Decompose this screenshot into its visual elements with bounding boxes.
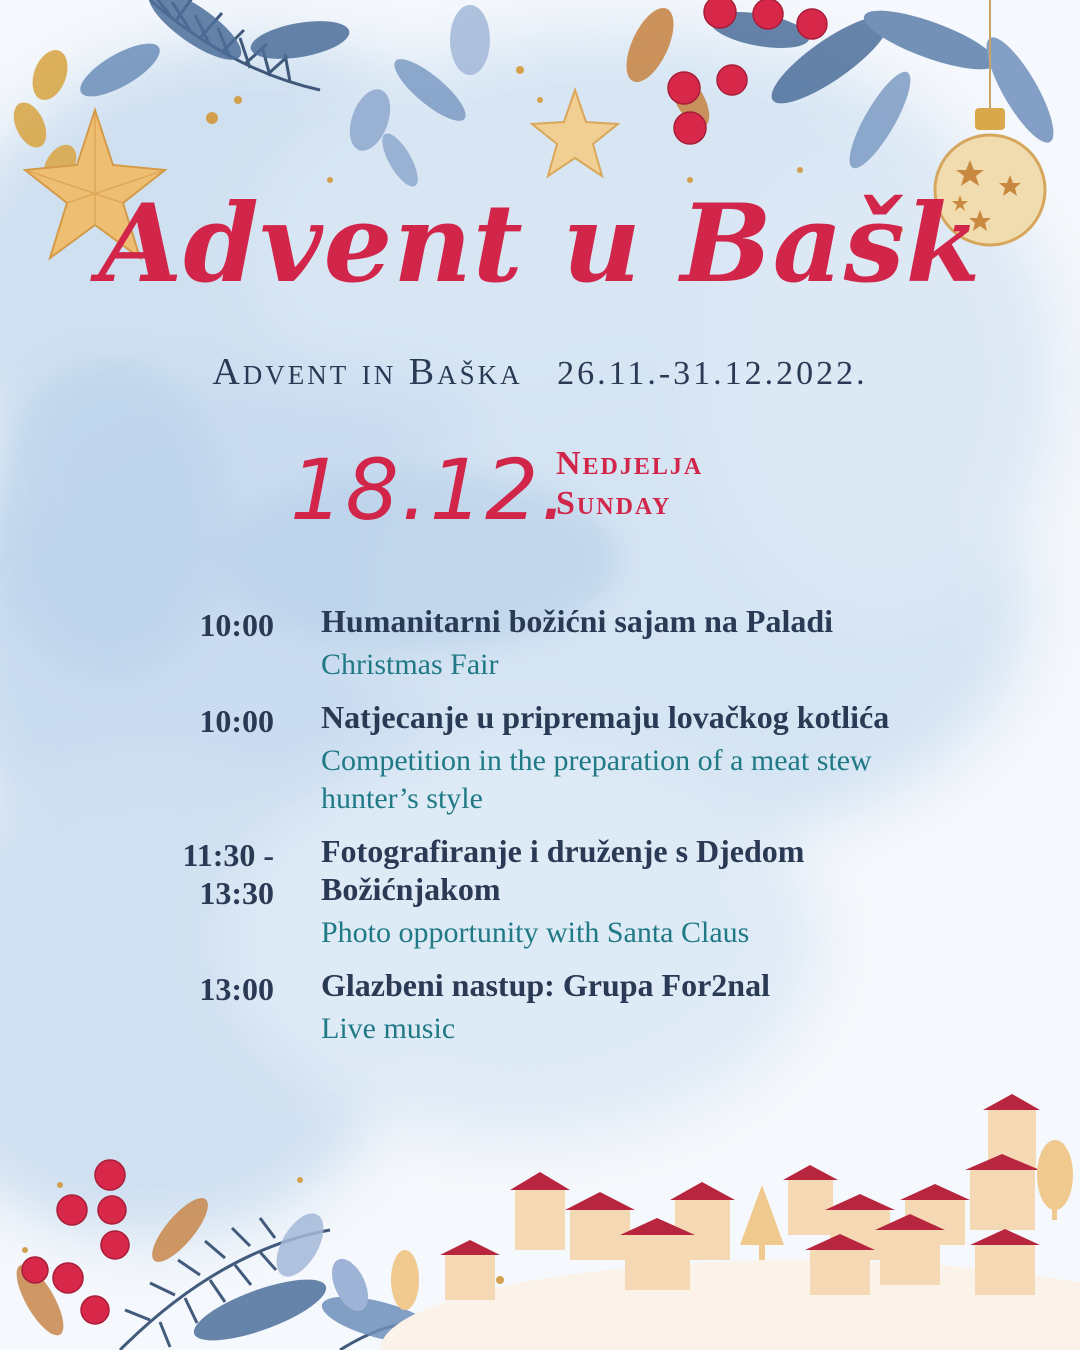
schedule-item xyxy=(150,966,950,1048)
event-title-hr: Humanitarni božićni sajam na Paladi xyxy=(321,603,834,639)
event-title-hr: Glazbeni nastup: Grupa For2nal xyxy=(321,967,770,1003)
schedule-item xyxy=(150,698,950,818)
date-block xyxy=(290,440,810,550)
event-time: 10:00 xyxy=(199,607,274,643)
event-title-en: Photo opportunity with Santa Claus xyxy=(321,916,750,949)
day-name-hr: Nedjelja xyxy=(556,445,704,482)
event-dates: 26.11.-31.12.2022. xyxy=(557,355,868,392)
event-title-en: Competition in the preparation of a meat stew hunter’s style xyxy=(321,744,872,815)
event-body xyxy=(321,832,950,952)
event-body xyxy=(321,966,950,1048)
event-name: Advent in Baška xyxy=(212,351,523,393)
schedule-item xyxy=(150,832,950,952)
event-time: 11:30 - 13:30 xyxy=(182,837,274,911)
date-number: 18.12. xyxy=(290,441,570,539)
day-names xyxy=(556,444,703,524)
event-subtitle xyxy=(0,350,1080,394)
event-body xyxy=(321,698,950,818)
event-title-en: Christmas Fair xyxy=(321,648,499,681)
event-title-hr: Natjecanje u pripremaju lovačkog kotlića xyxy=(321,699,890,735)
event-time: 13:00 xyxy=(199,971,274,1007)
event-time: 10:00 xyxy=(199,703,274,739)
page-title: Advent u Bašk xyxy=(98,181,982,307)
event-title-en: Live music xyxy=(321,1012,456,1045)
schedule-item xyxy=(150,602,950,684)
event-title-hr: Fotografiranje i druženje s Djedom Božićnjakom xyxy=(321,833,805,907)
event-body xyxy=(321,602,950,684)
schedule-list xyxy=(150,602,950,1062)
day-name-en: Sunday xyxy=(556,485,672,522)
